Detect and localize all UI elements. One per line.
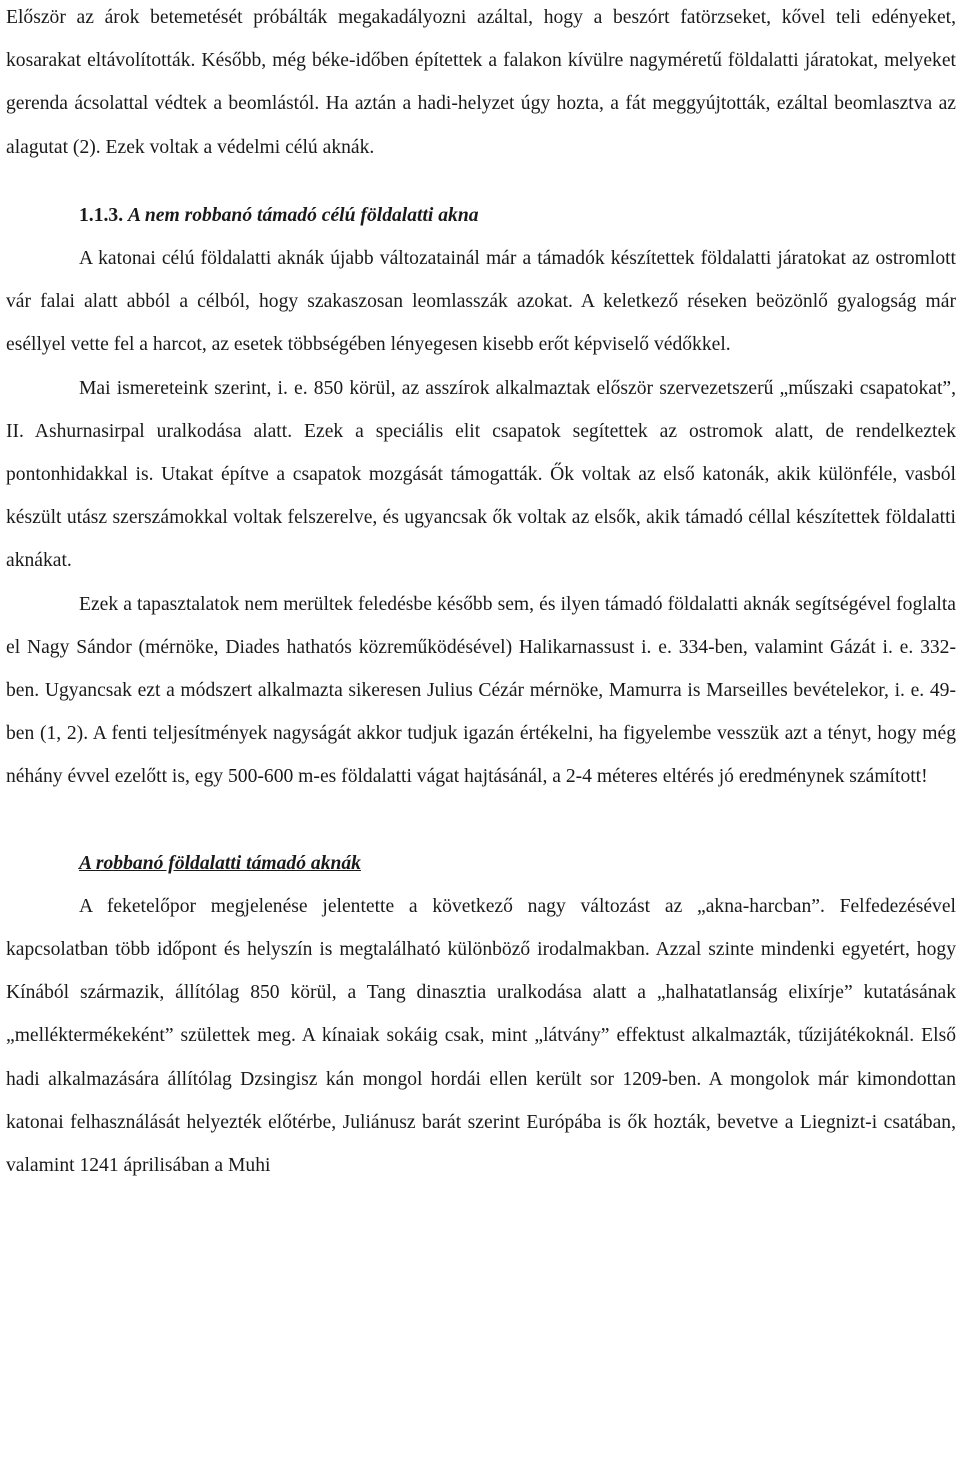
spacer — [6, 799, 956, 842]
section-heading-1-1-3 — [6, 194, 956, 237]
paragraph-attacker-tunnels: A katonai célú földalatti aknák újabb változatainál már a támadók készítettek földalatti járatokat az ostromlott vár falai alatt abból a célból, hogy szakaszosan leomlasszák azokat. A keletkező réseken beözönlő gyalogság már eséllyel vette fel a harcot, az esetek többségében lényegesen kisebb erőt képviselő védőkkel. — [6, 248, 956, 356]
paragraph-alexander-caesar: Ezek a tapasztalatok nem merültek feledésbe később sem, és ilyen támadó földalatti aknák segítségével foglalta el Nagy Sándor (mérnöke, Diades hathatós közreműködésével) Halikarnassust i. e. 334-ben, valamint Gázát i. e. 332-ben. Ugyancsak ezt a módszert alkalmazta sikeresen Julius Cézár mérnöke, Mamurra is Marseilles bevételekor, i. e. 49-ben (1, 2). A fenti teljesítmények nagyságát akkor tudjuk igazán értékelni, ha figyelembe vesszük azt a tényt, hogy még néhány évvel ezelőtt is, egy 500-600 m-es földalatti vágat hajtásánál, a 2-4 méteres eltérés jó eredménynek számított! — [6, 593, 956, 788]
spacer — [6, 169, 956, 194]
paragraph-black-powder: A feketelőpor megjelenése jelentette a következő nagy változást az „akna-harcban”. Felfedezésével kapcsolatban több időpont és helyszín is megtalálható különböző irodalmakban. Azzal szinte mindenki egyetért, hogy Kínából származik, állítólag 850 körül, a Tang dinasztia uralkodása alatt a „halhatatlanság elixírje” kutatásának „melléktermékeként” születtek meg. A kínaiak sokáig csak, mint „látvány” effektust alkalmazták, tűzijátékoknál. Első hadi alkalmazására állítólag Dzsingisz kán mongol hordái ellen került sor 1209-ben. A mongolok már kimondottan katonai felhasználását helyezték előtérbe, Juliánusz barát szerint Európába is ők hozták, bevetve a Liegnizt-i csatában, valamint 1241 áprilisában a Muhi — [6, 895, 956, 1177]
section-number: 1.1.3. — [79, 204, 124, 226]
document-page — [6, 0, 956, 1187]
section-heading-explosive-mines: A robbanó földalatti támadó aknák — [79, 852, 361, 874]
paragraph-assyrian-engineers: Mai ismereteink szerint, i. e. 850 körül, az asszírok alkalmaztak először szervezetszerű „műszaki csapatokat”, II. Ashurnasirpal uralkodása alatt. Ezek a speciális elit csapatok segítettek az ostromok alatt, de rendelkeztek pontonhidakkal is. Utakat építve a csapatok mozgását támogatták. Ők voltak az első katonák, akik különféle, vasból készült utász szerszámokkal voltak felszerelve, és ugyancsak ők voltak az elsők, akik támadó céllal készítettek földalatti aknákat. — [6, 377, 956, 572]
section-title: A nem robbanó támadó célú földalatti akna — [128, 204, 479, 226]
paragraph-defensive-mines: Először az árok betemetését próbálták megakadályozni azáltal, hogy a beszórt fatörzseket, kővel teli edényeket, kosarakat eltávolították. Később, még béke-időben építettek a falakon kívülre nagyméretű földalatti járatokat, melyeket gerenda ácsolattal védtek a beomlástól. Ha aztán a hadi-helyzet úgy hozta, a fát meggyújtották, ezáltal beomlasztva az alagutat (2). Ezek voltak a védelmi célú aknák. — [6, 7, 956, 158]
